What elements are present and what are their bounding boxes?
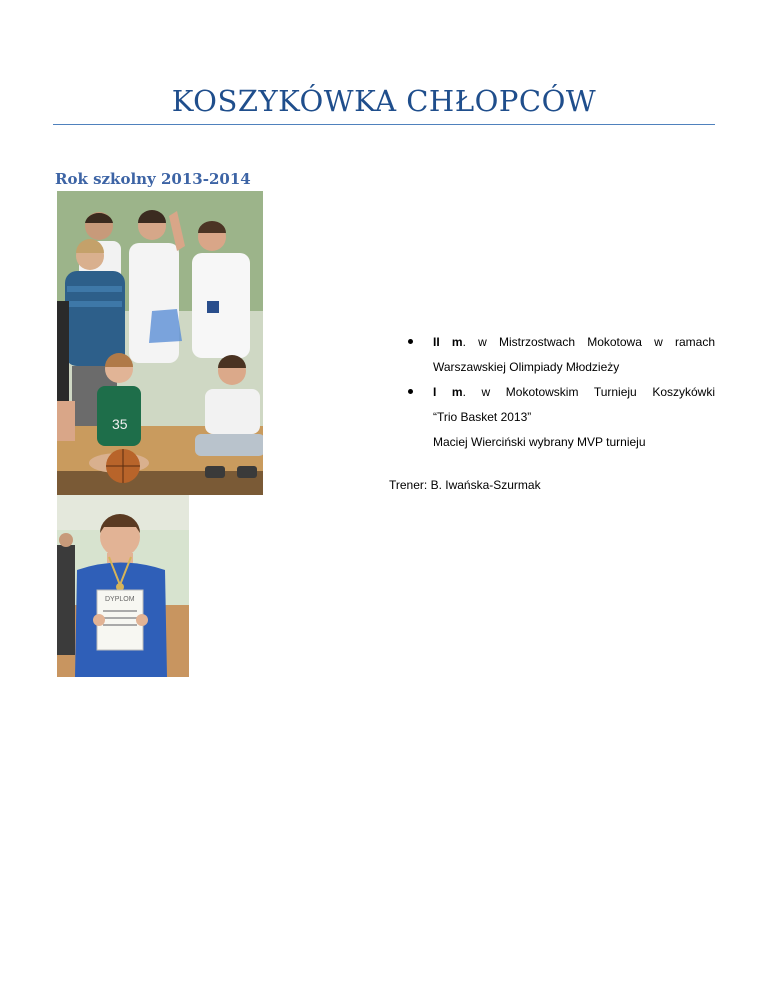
achievement-line-1	[433, 380, 715, 405]
place-label: I m	[433, 385, 463, 399]
achievement-line-2: “Trio Basket 2013”	[433, 410, 532, 424]
achievement-text: . w Mokotowskim Turnieju Koszykówki	[462, 385, 715, 399]
bullet-icon	[408, 339, 413, 344]
jersey-number: 35	[112, 416, 128, 432]
achievement-text: . w Mistrzostwach Mokotowa w ramach	[462, 335, 716, 349]
place-label: II m	[433, 335, 463, 349]
section-heading: Rok szkolny 2013-2014	[55, 170, 251, 188]
page-title: KOSZYKÓWKA CHŁOPCÓW	[171, 84, 597, 118]
achievements-list	[405, 330, 715, 455]
player-photo	[57, 495, 189, 677]
team-photo	[57, 191, 263, 495]
achievement-line-1	[433, 330, 715, 355]
bullet-icon	[408, 389, 413, 394]
diploma-title: DYPLOM	[105, 596, 135, 603]
achievement-line-3: Maciej Wierciński wybrany MVP turnieju	[433, 435, 646, 449]
achievement-item	[405, 330, 715, 380]
coach-name: Trener: B. Iwańska-Szurmak	[389, 478, 541, 492]
achievement-item	[405, 380, 715, 455]
achievement-line-2: Warszawskiej Olimpiady Młodzieży	[433, 360, 620, 374]
title-underline	[53, 124, 715, 125]
